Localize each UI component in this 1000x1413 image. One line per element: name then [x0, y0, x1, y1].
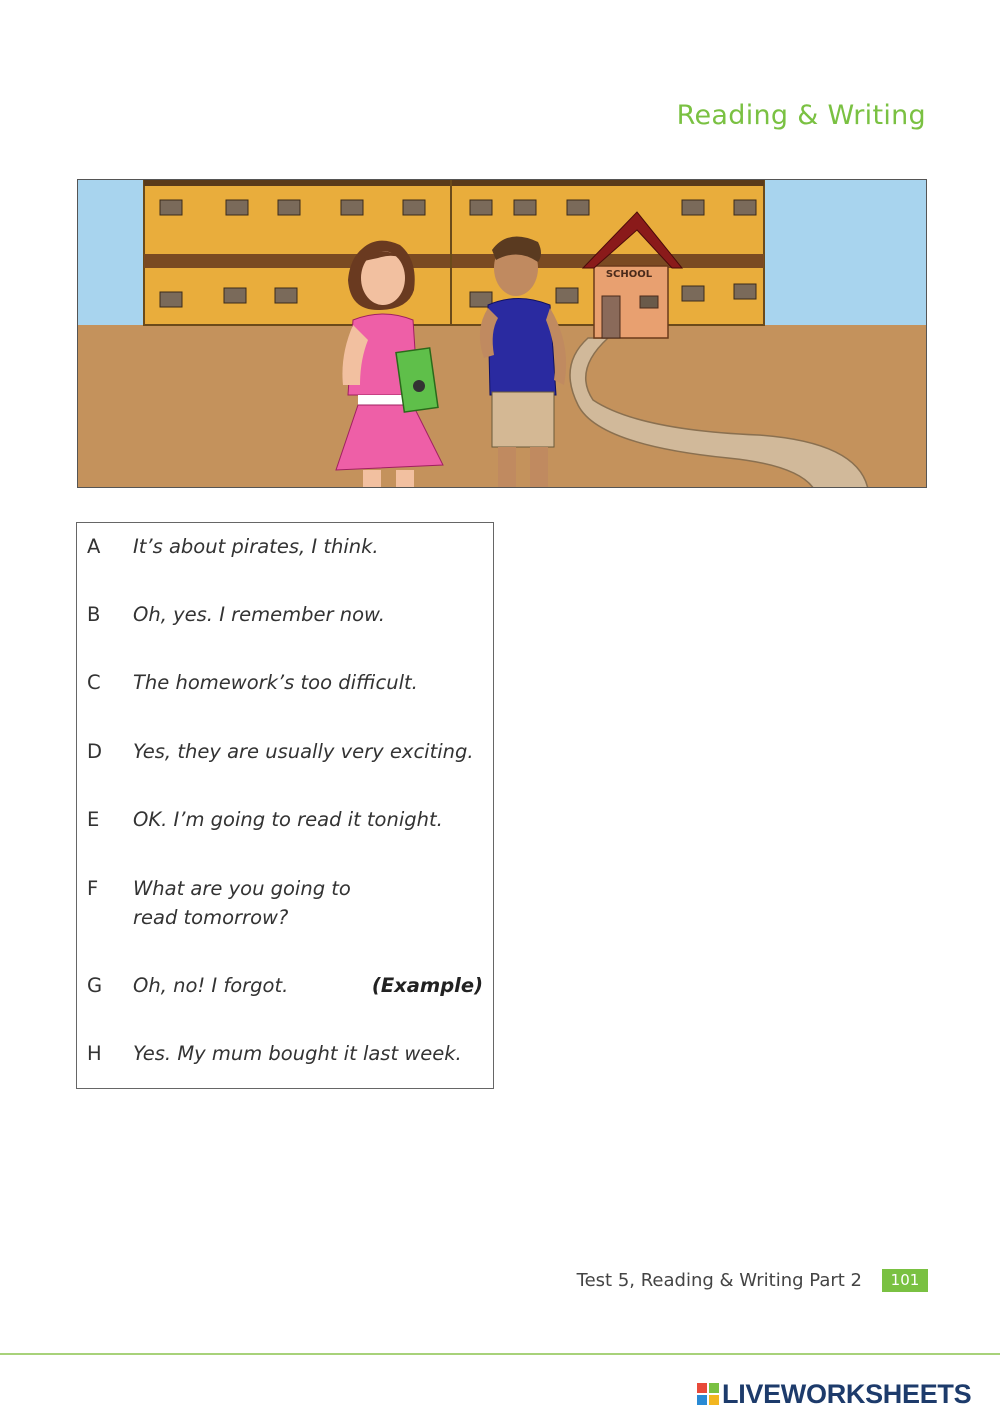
- option-text: Yes. My mum bought it last week.: [133, 1042, 462, 1065]
- liveworksheets-icon: [697, 1383, 719, 1405]
- school-illustration: [77, 179, 927, 488]
- option-letter: B: [87, 603, 101, 626]
- option-text: The homework’s too difficult.: [133, 671, 418, 694]
- footer-divider: [0, 1353, 1000, 1355]
- example-label: (Example): [371, 974, 483, 997]
- option-letter: E: [87, 808, 100, 831]
- school-scene-image: [78, 180, 927, 488]
- option-text: Yes, they are usually very exciting.: [133, 740, 474, 763]
- option-text-line1: What are you going to: [133, 877, 351, 900]
- answer-options-box: [76, 522, 494, 1089]
- option-letter: H: [87, 1042, 102, 1065]
- option-letter: A: [87, 535, 101, 558]
- school-sign-text: SCHOOL: [605, 269, 653, 280]
- section-title: Reading & Writing: [676, 100, 926, 131]
- option-text: Oh, yes. I remember now.: [133, 603, 385, 626]
- option-letter: F: [87, 877, 99, 900]
- option-letter: G: [87, 974, 103, 997]
- option-letter: D: [87, 740, 103, 763]
- option-letter: C: [87, 671, 101, 694]
- brand-logo: [697, 1376, 971, 1412]
- brand-name: LIVEWORKSHEETS: [722, 1378, 972, 1409]
- page-number: 101: [882, 1269, 928, 1292]
- option-text: It’s about pirates, I think.: [133, 535, 379, 558]
- option-text: OK. I’m going to read it tonight.: [133, 808, 443, 831]
- footer-caption: Test 5, Reading & Writing Part 2: [576, 1270, 862, 1291]
- option-text-line2: read tomorrow?: [133, 906, 289, 929]
- option-text: Oh, no! I forgot.: [133, 974, 289, 997]
